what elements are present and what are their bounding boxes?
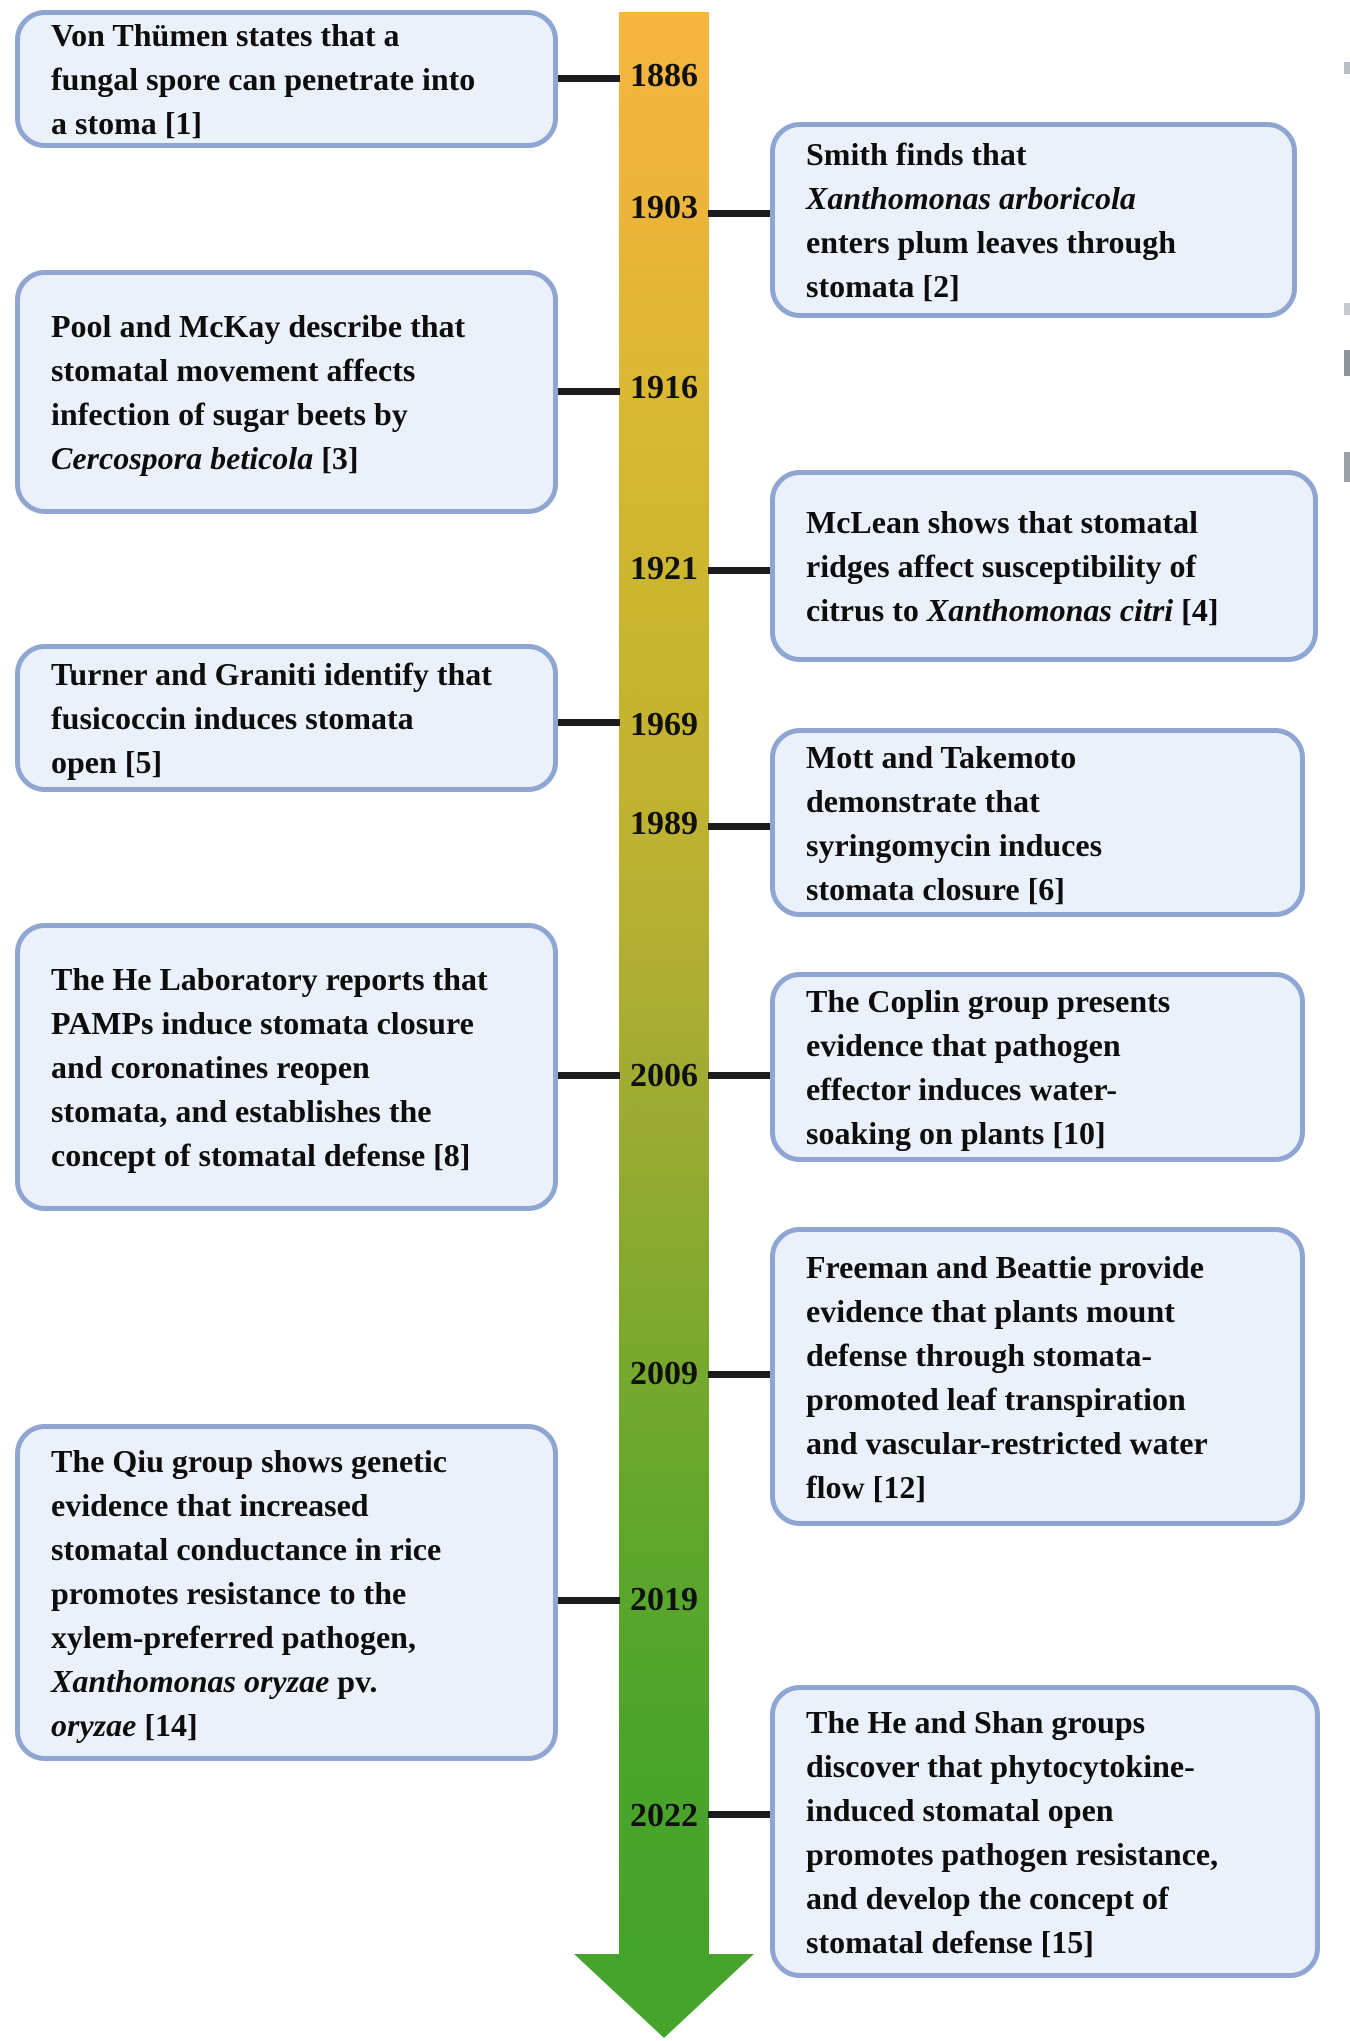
event-text-line (806, 500, 1297, 544)
event-text: fungal spore can penetrate into (51, 61, 476, 97)
event-text: [14] (136, 1706, 198, 1743)
connector-1989-right (708, 823, 772, 830)
year-label-1916: 1916 (630, 369, 698, 406)
event-box-qiu-group-2019 (15, 1424, 558, 1761)
connector-1921-right (708, 567, 772, 574)
event-text: The He and Shan groups (806, 1703, 1146, 1740)
event-text-line (806, 1245, 1284, 1289)
event-text: stomata closure [6] (806, 870, 1065, 907)
species-name-italic: Cercospora beticola (51, 440, 314, 476)
event-text-line (51, 13, 537, 57)
event-text: [4] (1173, 592, 1219, 628)
event-text: Freeman and Beattie provide (806, 1248, 1204, 1285)
event-text: discover that phytocytokine- (806, 1747, 1195, 1784)
connector-2019-left (556, 1597, 620, 1604)
event-text: soaking on plants [10] (806, 1115, 1106, 1151)
event-text: promotes resistance to the (51, 1574, 407, 1611)
event-text: xylem-preferred pathogen, (51, 1618, 416, 1655)
event-text-line (51, 1089, 537, 1133)
timeline-bar (619, 12, 709, 1956)
event-text-line (51, 1483, 537, 1527)
event-box-von-thumen-1886 (15, 10, 558, 148)
event-box-freeman-beattie-2009 (770, 1227, 1305, 1526)
event-text: evidence that plants mount (806, 1292, 1175, 1329)
year-label-2009: 2009 (630, 1355, 698, 1392)
event-text: a stoma [1] (51, 105, 203, 141)
connector-1903-right (708, 210, 772, 217)
event-text-line (806, 1920, 1299, 1964)
event-text: enters plum leaves through (806, 224, 1177, 260)
event-text: flow [12] (806, 1468, 926, 1505)
event-text-line (806, 264, 1276, 308)
year-label-2019: 2019 (630, 1581, 698, 1618)
event-text: concept of stomatal defense [8] (51, 1137, 471, 1173)
event-text: and develop the concept of (806, 1879, 1169, 1916)
event-text: evidence that increased (51, 1486, 369, 1523)
event-text: The He Laboratory reports that (51, 961, 488, 997)
event-text-line (51, 1659, 537, 1703)
event-text: open [5] (51, 744, 163, 780)
event-box-coplin-group-2006 (770, 972, 1305, 1162)
event-text-line (51, 392, 537, 436)
year-label-2022: 2022 (630, 1797, 698, 1834)
event-text-line (51, 1045, 537, 1089)
event-text: The Coplin group presents (806, 983, 1171, 1019)
connector-2009-right (708, 1371, 772, 1378)
event-text: promotes pathogen resistance, (806, 1835, 1219, 1872)
right-edge-artifact (1344, 62, 1350, 74)
event-text: The Qiu group shows genetic (51, 1442, 447, 1479)
event-text-line (806, 1067, 1284, 1111)
event-text-line (51, 101, 537, 145)
event-text: [3] (313, 440, 359, 476)
event-text-line (51, 57, 537, 101)
year-label-1886: 1886 (630, 57, 698, 94)
event-text: induced stomatal open (806, 1791, 1114, 1828)
event-text-line (51, 348, 537, 392)
year-label-1921: 1921 (630, 550, 698, 587)
event-text-line (806, 176, 1276, 220)
event-text-line (51, 1703, 537, 1747)
event-text: stomata, and establishes the (51, 1093, 432, 1129)
event-text: infection of sugar beets by (51, 396, 408, 432)
event-text: Von Thümen states that a (51, 17, 400, 53)
event-box-turner-graniti-1969 (15, 644, 558, 792)
connector-2022-right (708, 1811, 772, 1818)
right-edge-artifact (1344, 350, 1350, 376)
event-text-line (51, 436, 537, 480)
species-name-italic: Xanthomonas oryzae (51, 1662, 330, 1699)
connector-1969-left (556, 719, 620, 726)
event-text-line (51, 1571, 537, 1615)
event-text: stomatal defense [15] (806, 1923, 1094, 1960)
event-text-line (51, 740, 537, 784)
event-text-line (806, 1289, 1284, 1333)
event-box-mclean-1921 (770, 470, 1318, 662)
event-text-line (806, 1333, 1284, 1377)
event-box-smith-1903 (770, 122, 1297, 318)
species-name-italic: oryzae (51, 1706, 137, 1743)
event-box-mott-takemoto-1989 (770, 728, 1305, 917)
event-text: Turner and Graniti identify that (51, 656, 492, 692)
event-text: evidence that pathogen (806, 1027, 1121, 1063)
event-text-line (806, 1700, 1299, 1744)
event-box-he-shan-groups-2022 (770, 1685, 1320, 1978)
event-text-line (806, 1744, 1299, 1788)
event-text-line (806, 132, 1276, 176)
event-text-line (51, 1615, 537, 1659)
event-text-line (806, 979, 1284, 1023)
event-text-line (806, 1876, 1299, 1920)
event-text-line (51, 957, 537, 1001)
event-text-line (51, 1527, 537, 1571)
year-label-1989: 1989 (630, 805, 698, 842)
event-text-line (806, 1421, 1284, 1465)
timeline-arrowhead-icon (574, 1954, 754, 2038)
event-text-line (806, 1788, 1299, 1832)
event-text: effector induces water- (806, 1071, 1117, 1107)
event-text-line (806, 1377, 1284, 1421)
year-label-1969: 1969 (630, 706, 698, 743)
event-text-line (806, 867, 1284, 911)
event-box-he-laboratory-2006 (15, 923, 558, 1211)
event-text: promoted leaf transpiration (806, 1380, 1186, 1417)
event-text: pv. (329, 1662, 378, 1699)
event-text-line (806, 1465, 1284, 1509)
event-text: syringomycin induces (806, 826, 1103, 863)
event-text-line (806, 823, 1284, 867)
event-text-line (51, 304, 537, 348)
event-text: PAMPs induce stomata closure (51, 1005, 474, 1041)
event-text: citrus to (806, 592, 927, 628)
connector-1886-left (556, 75, 620, 82)
event-text-line (51, 696, 537, 740)
event-text: Smith finds that (806, 136, 1027, 172)
event-text-line (806, 588, 1297, 632)
event-text: fusicoccin induces stomata (51, 700, 414, 736)
right-edge-artifact (1344, 452, 1350, 482)
event-text: defense through stomata- (806, 1336, 1153, 1373)
event-text-line (806, 1023, 1284, 1067)
connector-1916-left (556, 388, 620, 395)
event-text: stomatal conductance in rice (51, 1530, 442, 1567)
event-text-line (806, 1832, 1299, 1876)
event-text: Pool and McKay describe that (51, 308, 466, 344)
event-text: and vascular-restricted water (806, 1424, 1208, 1461)
event-text: demonstrate that (806, 782, 1040, 819)
connector-2006-left (556, 1072, 620, 1079)
event-text-line (806, 779, 1284, 823)
event-text-line (806, 1111, 1284, 1155)
event-text: and coronatines reopen (51, 1049, 370, 1085)
event-text-line (806, 544, 1297, 588)
species-name-italic: Xanthomonas arboricola (806, 180, 1136, 216)
event-text: McLean shows that stomatal (806, 504, 1198, 540)
species-name-italic: Xanthomonas citri (926, 592, 1174, 628)
event-box-pool-mckay-1916 (15, 270, 558, 514)
event-text: stomata [2] (806, 268, 960, 304)
connector-2006-right (708, 1072, 772, 1079)
event-text-line (806, 735, 1284, 779)
year-label-2006: 2006 (630, 1057, 698, 1094)
year-label-1903: 1903 (630, 189, 698, 226)
event-text: Mott and Takemoto (806, 738, 1077, 775)
event-text-line (51, 1133, 537, 1177)
event-text-line (806, 220, 1276, 264)
event-text-line (51, 1001, 537, 1045)
event-text-line (51, 1439, 537, 1483)
event-text-line (51, 652, 537, 696)
right-edge-artifact (1344, 303, 1350, 315)
event-text: stomatal movement affects (51, 352, 416, 388)
event-text: ridges affect susceptibility of (806, 548, 1197, 584)
